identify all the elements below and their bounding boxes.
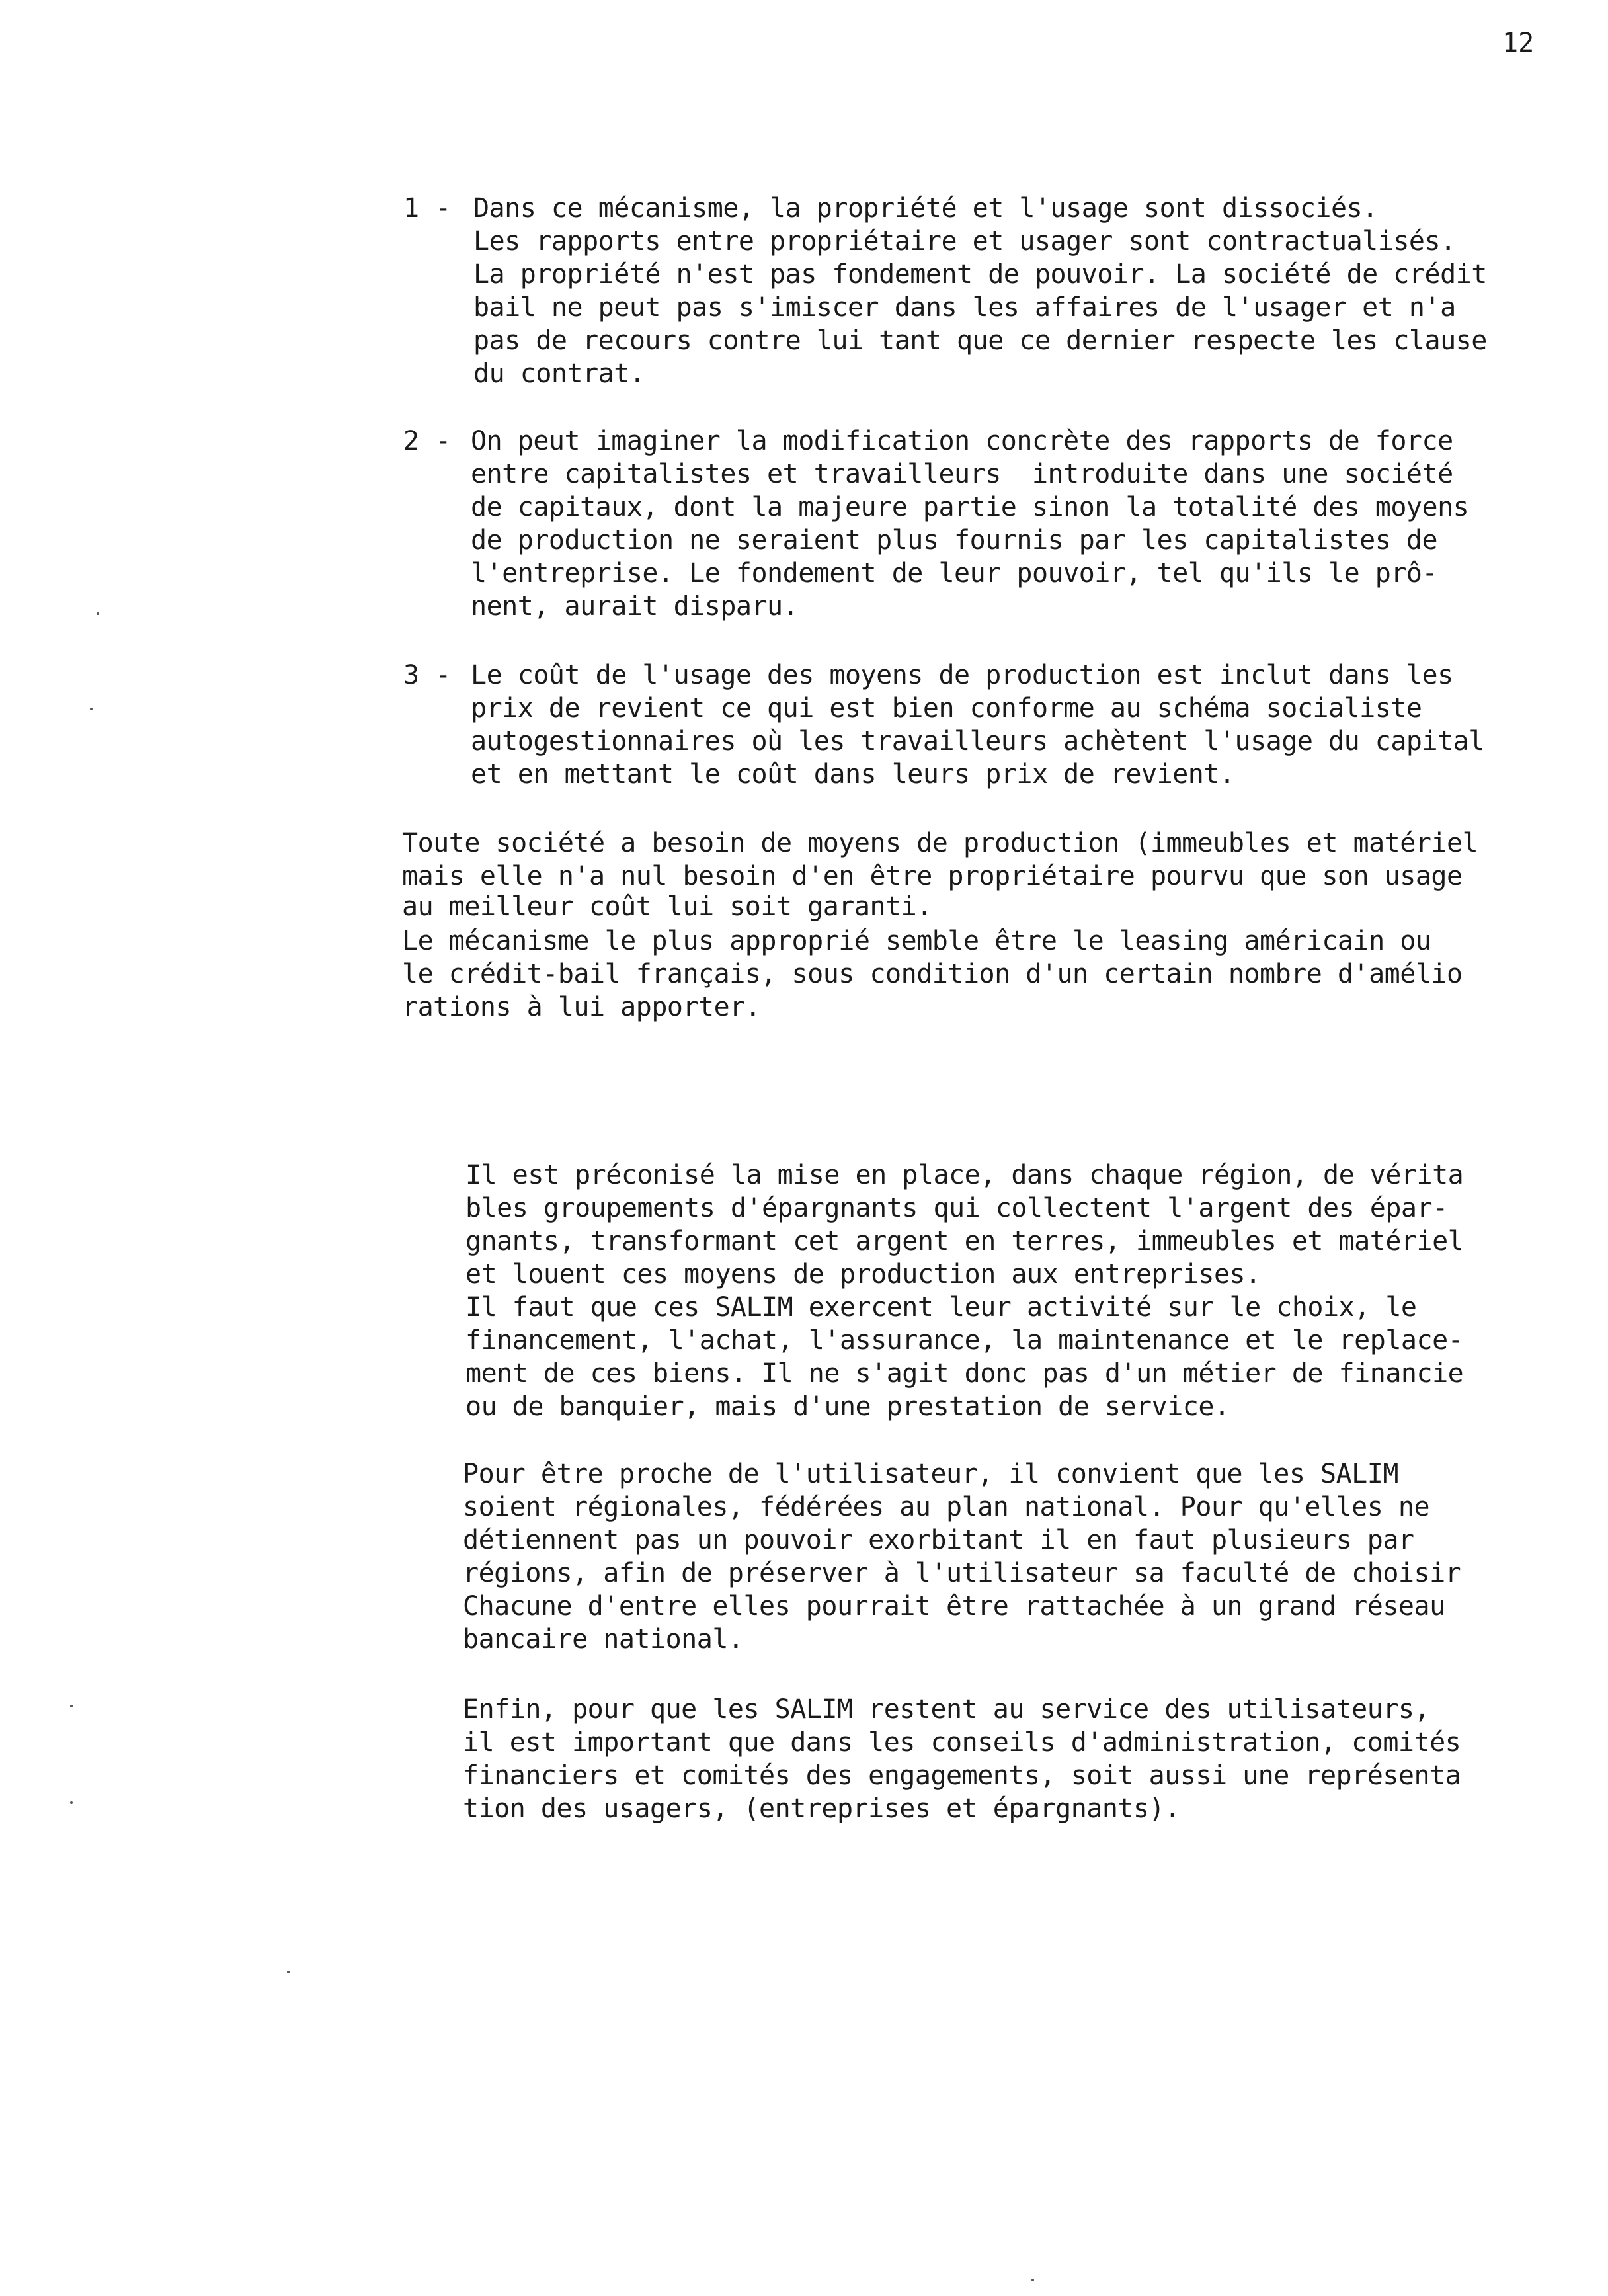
salim-paragraph-line: gnants, transformant cet argent en terres, immeubles et matériel <box>465 1226 1464 1256</box>
salim-paragraph-line: Chacune d'entre elles pourrait être rattachée à un grand réseau <box>463 1591 1445 1621</box>
item-1-line: Les rapports entre propriétaire et usager sont contractualisés. <box>473 226 1456 257</box>
salim-paragraph-line: ou de banquier, mais d'une prestation de service. <box>465 1391 1230 1422</box>
page-number: 12 <box>1502 28 1535 58</box>
item-1-line: du contrat. <box>473 358 645 389</box>
item-3-line: autogestionnaires où les travailleurs achètent l'usage du capital <box>471 726 1484 757</box>
salim-paragraph-line: ment de ces biens. Il ne s'agit donc pas d'un métier de financie <box>465 1358 1464 1389</box>
main-paragraph-line: Toute société a besoin de moyens de production (immeubles et matériel <box>402 828 1478 858</box>
item-1-line: bail ne peut pas s'imiscer dans les affaires de l'usager et n'a <box>473 292 1456 323</box>
salim-paragraph-line: Il est préconisé la mise en place, dans chaque région, de vérita <box>465 1160 1464 1190</box>
item-2-line: entre capitalistes et travailleurs introduite dans une société <box>471 459 1453 489</box>
salim-paragraph-line: tion des usagers, (entreprises et épargnants). <box>463 1793 1180 1824</box>
item-2-number: 2 - <box>403 426 452 456</box>
item-1-line: La propriété n'est pas fondement de pouvoir. La société de crédit <box>473 259 1487 290</box>
item-2-line: de capitaux, dont la majeure partie sinon la totalité des moyens <box>471 492 1469 522</box>
scan-speck <box>287 1971 290 1973</box>
salim-paragraph-line: détiennent pas un pouvoir exorbitant il en faut plusieurs par <box>463 1525 1414 1555</box>
salim-paragraph-line: Enfin, pour que les SALIM restent au service des utilisateurs, <box>463 1694 1430 1725</box>
item-3-line: prix de revient ce qui est bien conforme au schéma socialiste <box>471 693 1422 723</box>
item-1-line: pas de recours contre lui tant que ce dernier respecte les clause <box>473 325 1487 356</box>
item-2-line: On peut imaginer la modification concrète des rapports de force <box>471 426 1453 456</box>
salim-paragraph-line: bles groupements d'épargnants qui collectent l'argent des épar- <box>465 1193 1448 1223</box>
salim-paragraph-line: financiers et comités des engagements, soit aussi une représenta <box>463 1760 1461 1791</box>
item-2-line: de production ne seraient plus fournis par les capitalistes de <box>471 525 1438 555</box>
salim-paragraph-line: financement, l'achat, l'assurance, la maintenance et le replace- <box>465 1325 1464 1356</box>
salim-paragraph-line: Il faut que ces SALIM exercent leur activité sur le choix, le <box>465 1292 1417 1323</box>
salim-paragraph-line: bancaire national. <box>463 1624 744 1655</box>
item-3-line: Le coût de l'usage des moyens de production est inclut dans les <box>471 660 1453 690</box>
item-3-number: 3 - <box>403 660 452 690</box>
main-paragraph-line: au meilleur coût lui soit garanti. <box>402 891 932 922</box>
salim-paragraph-line: Pour être proche de l'utilisateur, il convient que les SALIM <box>463 1459 1398 1489</box>
salim-paragraph-line: régions, afin de préserver à l'utilisateur sa faculté de choisir <box>463 1558 1461 1588</box>
main-paragraph-line: mais elle n'a nul besoin d'en être propriétaire pourvu que son usage <box>402 861 1463 891</box>
item-1-line: Dans ce mécanisme, la propriété et l'usage sont dissociés. <box>473 193 1378 224</box>
main-paragraph-line: le crédit-bail français, sous condition d'un certain nombre d'amélio <box>402 959 1463 989</box>
salim-paragraph-line: il est important que dans les conseils d'administration, comités <box>463 1727 1461 1758</box>
main-paragraph-line: rations à lui apporter. <box>402 992 761 1022</box>
scan-speck <box>70 1705 73 1707</box>
item-2-line: nent, aurait disparu. <box>471 591 799 622</box>
scan-speck <box>97 612 99 615</box>
scan-speck <box>70 1801 73 1804</box>
salim-paragraph-line: soient régionales, fédérées au plan national. Pour qu'elles ne <box>463 1492 1430 1522</box>
item-1-number: 1 - <box>403 193 452 224</box>
main-paragraph-line: Le mécanisme le plus approprié semble être le leasing américain ou <box>402 926 1431 956</box>
scan-speck <box>90 708 93 710</box>
item-3-line: et en mettant le coût dans leurs prix de revient. <box>471 759 1235 790</box>
salim-paragraph-line: et louent ces moyens de production aux entreprises. <box>465 1259 1261 1290</box>
item-2-line: l'entreprise. Le fondement de leur pouvoir, tel qu'ils le prô- <box>471 558 1438 589</box>
scan-speck <box>1031 2279 1034 2281</box>
